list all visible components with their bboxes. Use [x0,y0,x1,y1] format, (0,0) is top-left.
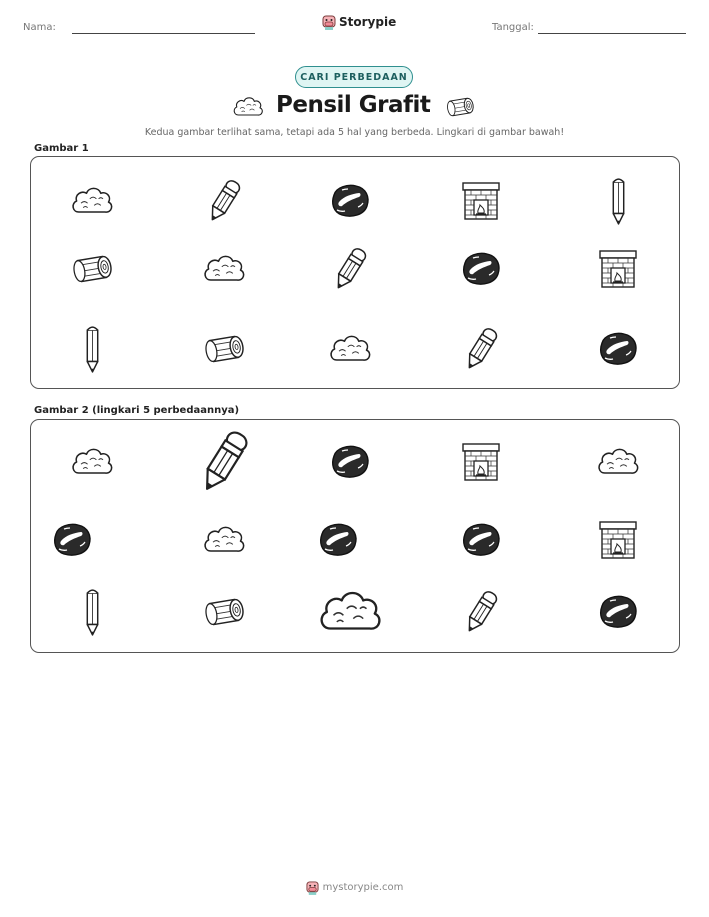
log-icon[interactable] [201,595,247,629]
fireplace-icon [598,249,638,289]
section-2-label: Gambar 2 (lingkari 5 perbedaannya) [34,405,240,416]
footer-url: mystorypie.com [322,882,404,893]
pencil-icon [610,176,627,226]
coal-icon[interactable] [328,442,372,482]
coal-icon[interactable] [596,592,640,632]
fireplace-icon[interactable] [598,520,638,560]
pencil-tilted-icon[interactable] [195,427,253,497]
name-label: Nama: [23,22,56,33]
date-label: Tanggal: [492,22,534,33]
cloud-icon[interactable] [317,585,383,639]
pencil-tilted-icon [330,245,370,293]
footer [0,880,709,895]
coal-icon[interactable] [459,520,503,560]
name-field-line[interactable] [72,33,255,34]
fireplace-icon [461,181,501,221]
log-icon [444,94,476,124]
brand-logo [322,14,396,30]
cloud-icon [328,331,372,367]
page-title: Pensil Grafit [276,92,431,118]
instructions: Kedua gambar terlihat sama, tetapi ada 5 hal yang berbeda. Lingkari di gambar bawah! [144,127,565,138]
coal-icon [328,181,372,221]
pencil-tilted-icon[interactable] [461,588,501,636]
cloud-icon[interactable] [596,444,640,480]
pencil-tilted-icon [461,325,501,373]
worksheet-header [0,14,709,44]
cloud-icon[interactable] [70,444,114,480]
section-1-label: Gambar 1 [34,143,89,154]
picture-2-panel[interactable] [30,419,680,653]
coal-icon[interactable] [316,520,360,560]
pencil-icon [84,324,101,374]
cloud-icon [70,183,114,219]
picture-1-panel [30,156,680,389]
pencil-tilted-icon [204,177,244,225]
log-icon [201,332,247,366]
category-badge: CARI PERBEDAAN [295,66,413,88]
cloud-icon [202,251,246,287]
fireplace-icon[interactable] [461,442,501,482]
cloud-icon [232,94,264,124]
coal-icon[interactable] [50,520,94,560]
date-field-line[interactable] [538,33,686,34]
coal-icon [596,329,640,369]
pig-mascot-icon [322,14,336,30]
title-row [0,92,709,124]
brand-name: Storypie [339,15,397,29]
log-icon [69,252,115,286]
pig-mascot-icon [306,880,319,895]
coal-icon [459,249,503,289]
pencil-icon[interactable] [84,587,101,637]
cloud-icon[interactable] [202,522,246,558]
